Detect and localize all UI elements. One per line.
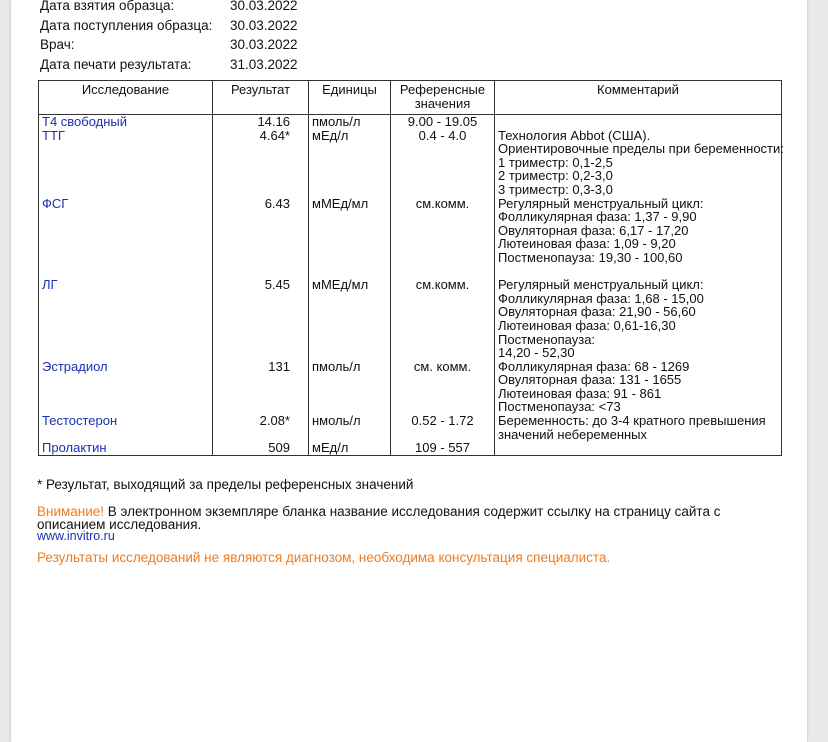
doctor-row [40, 35, 298, 55]
comment-line: Лютеиновая фаза: 1,09 - 9,20 [498, 236, 676, 252]
doctor-label: Врач: [40, 37, 75, 52]
test-name-cell[interactable]: Эстрадиол [39, 360, 213, 414]
table-row [39, 129, 782, 197]
footnote: * Результат, выходящий за пределы референсных значений [37, 477, 414, 492]
print-date-label: Дата печати результата: [40, 56, 192, 72]
comment-line: 3 триместр: 0,3-3,0 [498, 181, 613, 197]
received-date-row [40, 16, 298, 36]
reference-cell: см.комм. [391, 197, 495, 279]
comment-line: Лютеиновая фаза: 91 - 861 [498, 385, 662, 401]
comment-line: Овуляторная фаза: 21,90 - 56,60 [498, 304, 696, 320]
header-result: Результат [213, 81, 309, 115]
doctor-value: 30.03.2022 [230, 37, 298, 52]
result-cell: 509 [213, 441, 309, 455]
test-name-cell[interactable]: ТТГ [39, 129, 213, 197]
warning-note [37, 505, 787, 531]
comment-line: Беременность: до 3-4 кратного превышения [498, 413, 766, 429]
result-cell: 4.64* [213, 129, 309, 197]
comment-line: 1 триместр: 0,1-2,5 [498, 154, 613, 170]
result-cell: 131 [213, 360, 309, 414]
table-row [39, 197, 782, 279]
test-name-cell[interactable]: Тестостерон [39, 414, 213, 441]
comment-line: Овуляторная фаза: 6,17 - 17,20 [498, 222, 689, 238]
disclaimer: Результаты исследований не являются диагнозом, необходима консультация специалиста. [37, 550, 611, 565]
test-name-cell[interactable]: ФСГ [39, 197, 213, 279]
table-row [39, 441, 782, 455]
units-cell: мМЕд/мл [309, 197, 391, 279]
warning-label: Внимание! [37, 504, 105, 519]
reference-cell: см. комм. [391, 360, 495, 414]
print-date-row [40, 55, 298, 75]
table-row [39, 278, 782, 360]
result-cell: 14.16 [213, 115, 309, 129]
table-row [39, 360, 782, 414]
comment-line: Фолликулярная фаза: 1,68 - 15,00 [498, 290, 704, 306]
comment-line: Постменопауза: <73 [498, 399, 621, 415]
comment-cell [495, 441, 782, 455]
table-header-row [39, 81, 782, 115]
table-row [39, 414, 782, 441]
comment-line: 2 триместр: 0,2-3,0 [498, 168, 613, 184]
comment-line: Овуляторная фаза: 131 - 1655 [498, 372, 682, 388]
comment-line [498, 265, 778, 279]
invitro-link[interactable]: www.invitro.ru [37, 529, 115, 543]
report-meta [40, 0, 298, 74]
units-cell: мМЕд/мл [309, 278, 391, 360]
comment-line: Регулярный менструальный цикл: [498, 195, 704, 211]
comment-line: Постменопауза: 19,30 - 100,60 [498, 249, 683, 265]
comment-line: Технология Abbot (США). [498, 127, 651, 143]
print-date-value: 31.03.2022 [230, 56, 298, 72]
comment-cell [495, 414, 782, 441]
units-cell: мЕд/л [309, 441, 391, 455]
comment-cell [495, 360, 782, 414]
test-name-cell[interactable]: ЛГ [39, 278, 213, 360]
received-date-label: Дата поступления образца: [40, 17, 213, 33]
sample-date-row [40, 0, 298, 16]
header-reference: Референсные значения [391, 81, 495, 115]
reference-cell: 9.00 - 19.05 [391, 115, 495, 129]
units-cell: нмоль/л [309, 414, 391, 441]
comment-line: Ориентировочные пределы при беременности: [498, 141, 784, 157]
received-date-value: 30.03.2022 [230, 17, 298, 33]
reference-cell: см.комм. [391, 278, 495, 360]
comment-cell [495, 197, 782, 279]
sample-date-label: Дата взятия образца: [40, 0, 175, 13]
comment-cell [495, 115, 782, 129]
test-name-cell[interactable]: Т4 свободный [39, 115, 213, 129]
lab-report-page [11, 0, 807, 742]
comment-line: Постменопауза: [498, 331, 596, 347]
comment-line: Лютеиновая фаза: 0,61-16,30 [498, 317, 676, 333]
comment-line: Фолликулярная фаза: 1,37 - 9,90 [498, 209, 697, 225]
comment-line: Регулярный менструальный цикл: [498, 277, 704, 293]
header-test: Исследование [39, 81, 213, 115]
table-row [39, 115, 782, 129]
reference-cell: 109 - 557 [391, 441, 495, 455]
sample-date-value: 30.03.2022 [230, 0, 298, 13]
results-table [38, 80, 782, 456]
comment-cell [495, 278, 782, 360]
header-units: Единицы [309, 81, 391, 115]
units-cell: мЕд/л [309, 129, 391, 197]
reference-cell: 0.52 - 1.72 [391, 414, 495, 441]
result-cell: 2.08* [213, 414, 309, 441]
results-body [39, 115, 782, 456]
comment-cell [495, 129, 782, 197]
header-comment: Комментарий [495, 81, 782, 115]
units-cell: пмоль/л [309, 115, 391, 129]
result-cell: 6.43 [213, 197, 309, 279]
units-cell: пмоль/л [309, 360, 391, 414]
comment-line: Фолликулярная фаза: 68 - 1269 [498, 358, 690, 374]
warning-text: В электронном экземпляре бланка название исследования содержит ссылку на страницу сайта с описанием исследования. [37, 504, 721, 532]
comment-line: 14,20 - 52,30 [498, 345, 575, 361]
comment-line: значений небеременных [498, 426, 648, 442]
test-name-cell[interactable]: Пролактин [39, 441, 213, 455]
reference-cell: 0.4 - 4.0 [391, 129, 495, 197]
result-cell: 5.45 [213, 278, 309, 360]
